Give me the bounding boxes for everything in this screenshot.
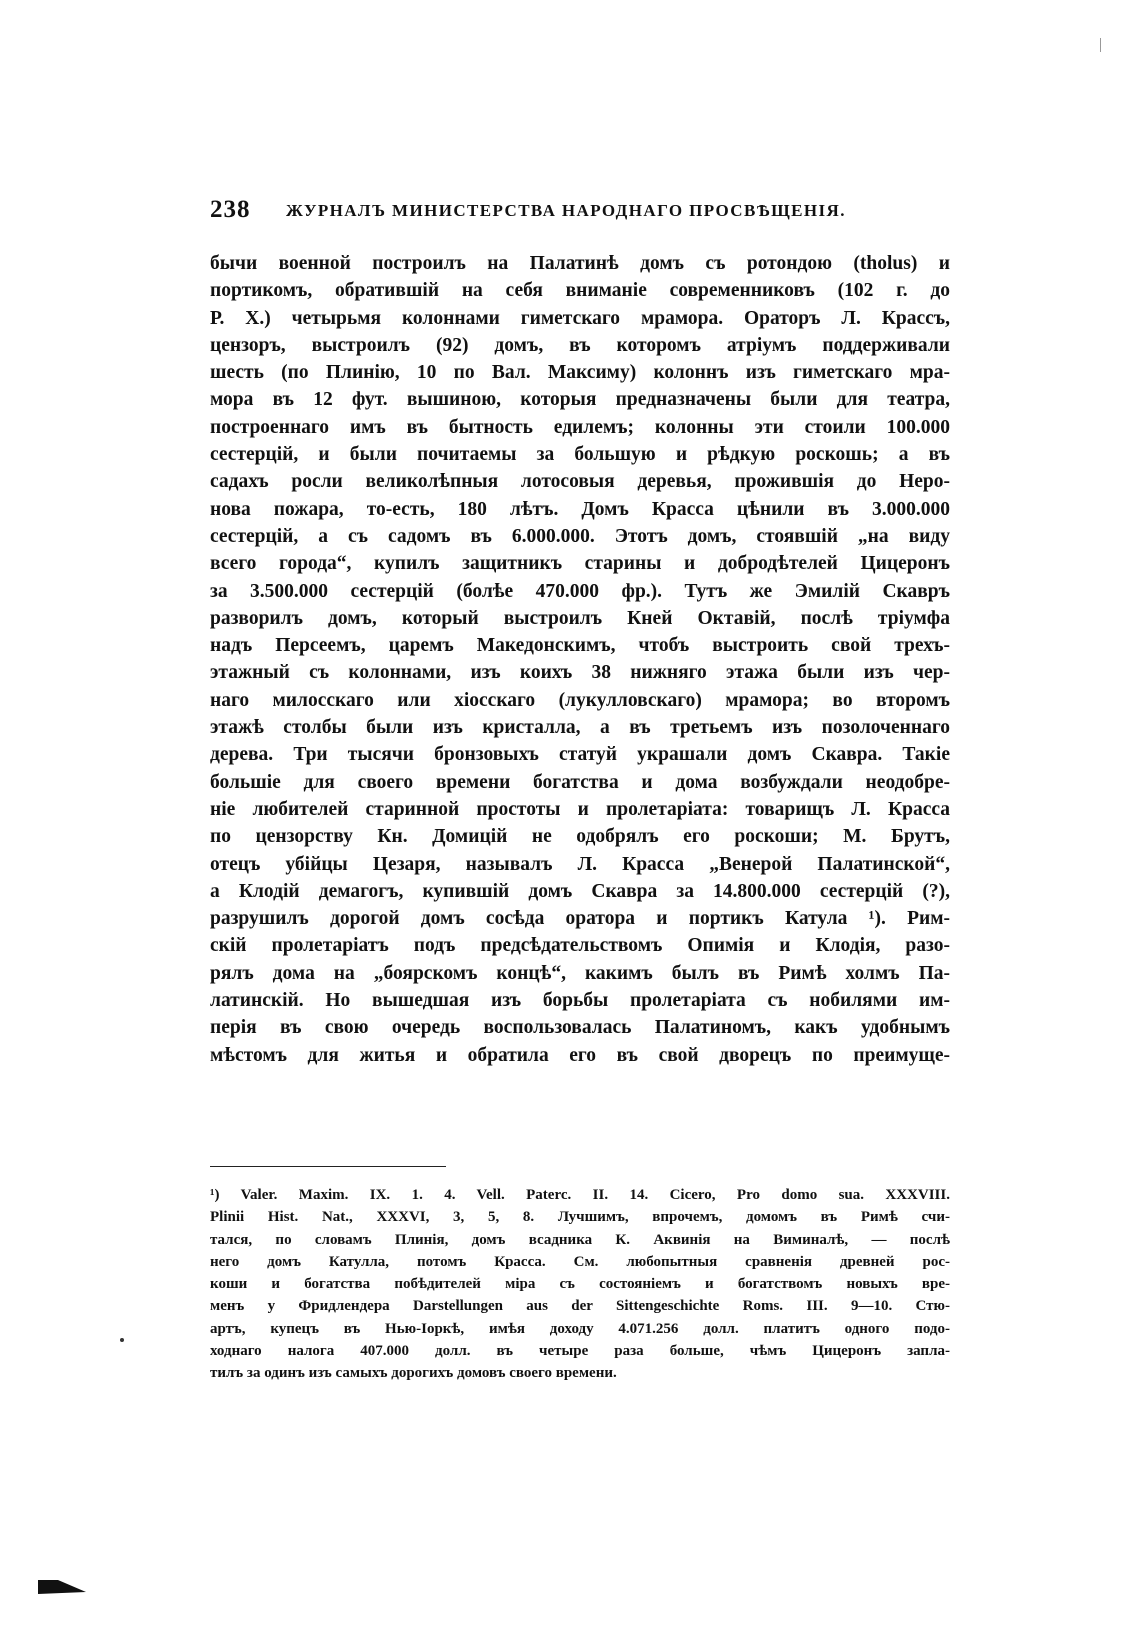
footnotes — [210, 1184, 950, 1385]
text-line: наго милосскаго или хіосскаго (лукулловскаго) мрамора; во второмъ — [210, 689, 950, 711]
text-line: ніе любителей старинной простоты и пролетаріата: товарищъ Л. Красса — [210, 798, 950, 820]
footnote-separator — [210, 1166, 446, 1167]
footnote-line: менъ у Фридлендера Darstellungen aus der Sittengeschichte Roms. III. 9—10. Стю- — [210, 1298, 950, 1315]
text-line: по цензорству Кн. Домицій не одобрялъ его роскоши; М. Брутъ, — [210, 826, 950, 848]
running-head: ЖУРНАЛЪ МИНИСТЕРСТВА НАРОДНАГО ПРОСВѢЩЕНІЯ. — [286, 201, 846, 220]
text-line: большіе для своего времени богатства и дома возбуждали неодобре- — [210, 771, 950, 793]
text-line: этажѣ столбы были изъ кристалла, а въ третьемъ изъ позолоченнаго — [210, 717, 950, 739]
text-line: цензоръ, выстроилъ (92) домъ, въ которомъ атріумъ поддерживали — [210, 334, 950, 356]
page-number: 238 — [210, 196, 251, 223]
scan-artifact-dot — [120, 1338, 124, 1342]
text-line: садахъ росли великолѣпныя лотосовыя деревья, прожившія до Неро- — [210, 471, 950, 493]
text-line: Р. X.) четырьмя колоннами гиметскаго мрамора. Ораторъ Л. Крассъ, — [210, 307, 950, 329]
footnote-line: тилъ за одинъ изъ самыхъ дорогихъ домовъ своего времени. — [210, 1365, 617, 1382]
text-line: сестерцій, а съ садомъ въ 6.000.000. Этотъ домъ, стоявшій „на виду — [210, 525, 950, 547]
scan-artifact-mark — [1100, 38, 1101, 52]
text-line: шесть (по Плинію, 10 по Вал. Максиму) колоннъ изъ гиметскаго мра- — [210, 362, 950, 384]
text-line: мѣстомъ для житья и обратила его въ свой дворецъ по преимуще- — [210, 1044, 950, 1066]
text-line: дерева. Три тысячи бронзовыхъ статуй украшали домъ Скавра. Такіе — [210, 744, 950, 766]
text-line: нова пожара, то-есть, 180 лѣтъ. Домъ Красса цѣнили въ 3.000.000 — [210, 498, 950, 520]
text-line: бычи военной построилъ на Палатинѣ домъ съ ротондою (tholus) и — [210, 253, 950, 274]
text-line: за 3.500.000 сестерцій (болѣе 470.000 фр.). Тутъ же Эмилій Скавръ — [210, 580, 950, 602]
main-text — [210, 250, 950, 1069]
footnote-line: него домъ Катулла, потомъ Красса. См. любопытныя сравненія древней рос- — [210, 1253, 950, 1270]
footnote-line: ¹) Valer. Maxim. IX. 1. 4. Vell. Paterc. II. 14. Cicero, Pro domo sua. XXXVIII. — [210, 1187, 950, 1203]
footnote-line: коши и богатства побѣдителей міра съ состояніемъ и богатствомъ новыхъ вре- — [210, 1276, 950, 1293]
text-line: этажный съ колоннами, изъ коихъ 38 нижняго этажа были изъ чер- — [210, 662, 950, 684]
text-line: мора въ 12 фут. вышиною, которыя предназначены были для театра, — [210, 389, 950, 411]
text-line: сестерцій, и были почитаемы за большую и рѣдкую роскошь; а въ — [210, 444, 950, 466]
footnote-line: Plinii Hist. Nat., XXXVI, 3, 5, 8. Лучшимъ, впрочемъ, домомъ въ Римѣ счи- — [210, 1209, 950, 1226]
text-line: надъ Персеемъ, царемъ Македонскимъ, чтобъ выстроить свой трехъ- — [210, 635, 950, 657]
text-line: латинскій. Но вышедшая изъ борьбы пролетаріата съ нобилями им- — [210, 990, 950, 1012]
text-line: построеннаго имъ въ бытность едилемъ; колонны эти стоили 100.000 — [210, 416, 950, 438]
page-header — [210, 196, 950, 226]
corner-arrow-icon — [38, 1576, 86, 1596]
text-line: отецъ убійцы Цезаря, называлъ Л. Красса „Венерой Палатинской“, — [210, 853, 950, 875]
footnote-line: ходнаго налога 407.000 долл. въ четыре раза больше, чѣмъ Цицеронъ запла- — [210, 1343, 950, 1360]
text-line: скій пролетаріатъ подъ предсѣдательствомъ Опимія и Клодія, разо- — [210, 935, 950, 957]
footnote-line: тался, по словамъ Плинія, домъ всадника К. Аквинія на Виминалѣ, — послѣ — [210, 1231, 950, 1248]
text-line: портикомъ, обратившій на себя вниманіе современниковъ (102 г. до — [210, 280, 950, 302]
text-line: а Клодій демагогъ, купившій домъ Скавра за 14.800.000 сестерцій (?), — [210, 880, 950, 902]
text-line: всего города“, купилъ защитникъ старины и добродѣтелей Цицеронъ — [210, 553, 950, 575]
text-line: рялъ дома на „боярскомъ концѣ“, какимъ былъ въ Римѣ холмъ Па- — [210, 962, 950, 984]
text-line: перія въ свою очередь воспользовалась Палатиномъ, какъ удобнымъ — [210, 1017, 950, 1039]
text-line: разворилъ домъ, который выстроилъ Кней Октавій, послѣ тріумфа — [210, 607, 950, 629]
text-line: разрушилъ дорогой домъ сосѣда оратора и портикъ Катула ¹). Рим- — [210, 908, 950, 930]
footnote-line: артъ, купецъ въ Нью-Іоркѣ, имѣя доходу 4.071.256 долл. платитъ одного подо- — [210, 1320, 950, 1337]
